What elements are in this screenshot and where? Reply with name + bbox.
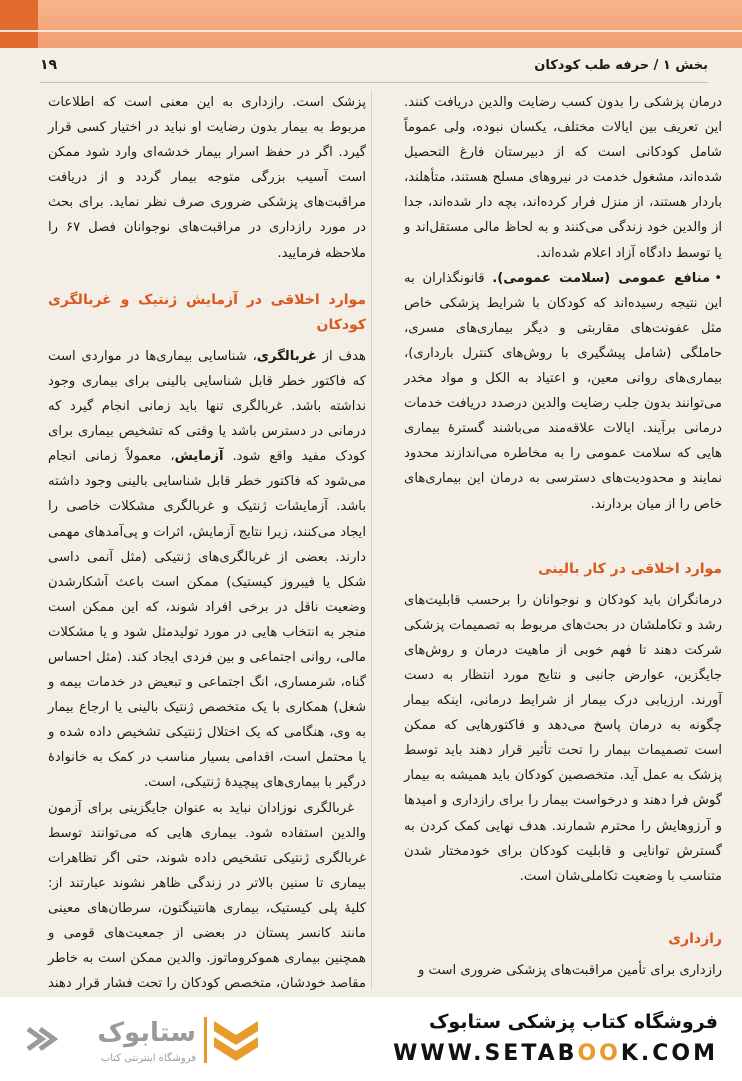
paragraph: درمانگران باید کودکان و نوجوانان را برحسب قابلیت‌های رشد و تکاملشان در بحث‌های مربوط به تصمیمات پزشکی شرکت دهند تا فهم خوبی از ماهیت درمان و روش‌های جایگزین، عوارض جانبی و نتایج مورد انتظار به دست آورند. ارزیابی درک بیمار از شرایط درمانی، اینکه بیمار چگونه به درمان پاسخ می‌دهد و فاکتورهایی که ممکن است تصمیمات بیمار را تحت تأثیر قرار دهند باید توسط پزشک به عمل آید. متخصصین کودکان باید همیشه به بیمار گوش فرا دهند و درخواست بیمار را برای رازداری و امیدها و آرزوهایش را محترم شمارند. هدف نهایی کمک کردن به گسترش توانایی و قابلیت کودکان برای خودمختار شدن متناسب با وضعیت تکاملی‌شان است. <box>404 592 722 884</box>
bullet-paragraph <box>404 266 722 517</box>
top-decorative-band <box>0 0 742 48</box>
page-number: ۱۹ <box>40 57 58 73</box>
setabook-logo[interactable] <box>18 1007 278 1071</box>
right-column <box>404 90 722 990</box>
footer-banner <box>0 996 742 1081</box>
paragraph: پزشک است. رازداری به این معنی است که اطلاعات مربوط به بیمار بدون رضایت او نباید در اختیار کسی قرار گیرد. اگر در حفظ اسرار بیمار خدشه‌ای وارد شود ممکن است آسیب بزرگی متوجه بیمار گردد و از دریافت مراقبت‌های پزشکی ضروری صرف نظر نماید. برای بحث در مورد رازداری در مراقبت‌های نوجوانان فصل ۶۷ را ملاحظه فرمایید. <box>48 95 366 261</box>
text-run: ، شناسایی بیماری‌ها در مواردی است که فاکتور خطر قابل شناسایی بالینی برای بیماری وجود نداشته باشد. غربالگری تنها باید زمانی انجام گیرد که درمانی در دسترس باشد یا وقتی که تشخیص بیماری برای کودک مفید واقع شود. <box>48 348 366 465</box>
bullet-title: منافع عمومی (سلامت عمومی). <box>492 270 711 286</box>
shop-url[interactable]: WWW.SETABOOK.COM <box>393 1041 718 1066</box>
bold-term: آزمایش <box>174 449 224 465</box>
paragraph <box>48 344 366 796</box>
top-accent-bar <box>0 0 38 48</box>
bullet-text: قانونگذاران به این نتیجه رسیده‌اند که کودکان با شرایط پزشکی خاص مثل عفونت‌های مقاربتی و دیگر بیماری‌های مسری، حاملگی (شامل پیشگیری با روش‌های کنترل بارداری)، بیماری‌های روانی معین، و اعتیاد به الکل و مواد مخدر می‌توانند بدون جلب رضایت والدین درصدد دریافت خدمات درمانی برآیند. ایالات علاقه‌مند می‌باشند گسترهٔ بیماری هایی که سلامت عمومی را به مخاطره می‌اندازند محدود نمایند و محدودیت‌های دسترسی به درمان این بیماری‌های خاص را از میان بردارند. <box>404 270 722 512</box>
paragraph: غربالگری نوزادان نباید به عنوان جایگزینی برای آزمون والدین استفاده شود. بیماری هایی که می‌توانند توسط غربالگری ژنتیکی تشخیص داده شوند، حتی اگر تظاهرات بیماری تا سنین بالاتر در زندگی ظاهر نشوند عبارتند از: کلیهٔ پلی کیستیک، بیماری هانتینگتون، سرطان‌های معینی مانند کانسر پستان در بعضی از جمعیت‌های قومی و همچنین بیماری هموکروماتوز. والدین ممکن است به خاطر مقاصد خودشان، متخصص کودکان را تحت فشار قرار دهند <box>48 800 366 992</box>
paragraph: رازداری برای تأمین مراقبت‌های پزشکی ضروری است و <box>417 962 722 978</box>
chapter-title: بخش ۱ / حرفه طب کودکان <box>534 57 708 73</box>
left-column <box>48 90 366 990</box>
paragraph: درمان پزشکی را بدون کسب رضایت والدین دریافت کنند. این تعریف بین ایالات مختلف، یکسان نبوده، ولی عموماً شامل کودکانی است که از دبیرستان فارغ التحصیل شده‌اند، مشغول خدمت در نیروهای مسلح هستند، متأهلند، باردار هستند، از منزل فرار کرده‌اند، بچه دار شده‌اند، جدا از والدین خود زندگی می‌کنند و به لحاظ مالی مستقل‌اند و یا توسط دادگاه آزاد اعلام شده‌اند. <box>404 95 722 261</box>
column-divider <box>371 90 372 990</box>
section-heading-confidentiality: رازداری <box>668 930 722 947</box>
logo-text: ستابوک <box>97 1018 196 1048</box>
section-heading-clinical: موارد اخلاقی در کار بالینی <box>538 560 722 577</box>
section-heading-genetics: موارد اخلاقی در آزمایش ژنتیک و غربالگری کودکان <box>48 291 366 333</box>
shop-name: فروشگاه کتاب پزشکی ستابوک <box>428 1011 718 1033</box>
page-header <box>40 48 708 83</box>
logo-subtitle: فروشگاه اینترنتی کتاب <box>100 1053 196 1064</box>
text-run: ، معمولاً زمانی انجام می‌شود که فاکتور خطر قابل شناسایی بالینی وجود داشته باشد. آزمایشات ژنتیک و غربالگری مشکلات خاصی را ایجاد می‌کنند، زیرا نتایج آزمایش، اثرات و پی‌آمدهای مهمی دارند. بعضی از غربالگری‌های ژنتیکی (مثل آنمی داسی شکل یا فیبروز کیستیک) ممکن است باعث آشکارشدن وضعیت ناقل در برخی افراد شوند، که این ممکن است منجر به انتخاب هایی در مورد تولیدمثل شود و یا مشکلات مالی، روانی اجتماعی و بین فردی ایجاد کند. (مثل احساس گناه، شرمساری، انگ اجتماعی و تبعیض در خدمات بیمه و شغل) همکاری با یک متخصص ژنتیک بالینی یا ارجاع بیمار به وی، هنگامی که یک اختلال ژنتیکی تشخیص داده شده و یا محتمل است، اقدامی بسیار مناسب در کمک به خانوادهٔ درگیر با بیماری‌های پیچیدهٔ ژنتیکی، است. <box>48 449 366 791</box>
bold-term: غربالگری <box>256 348 317 364</box>
text-run: هدف از <box>316 348 366 364</box>
